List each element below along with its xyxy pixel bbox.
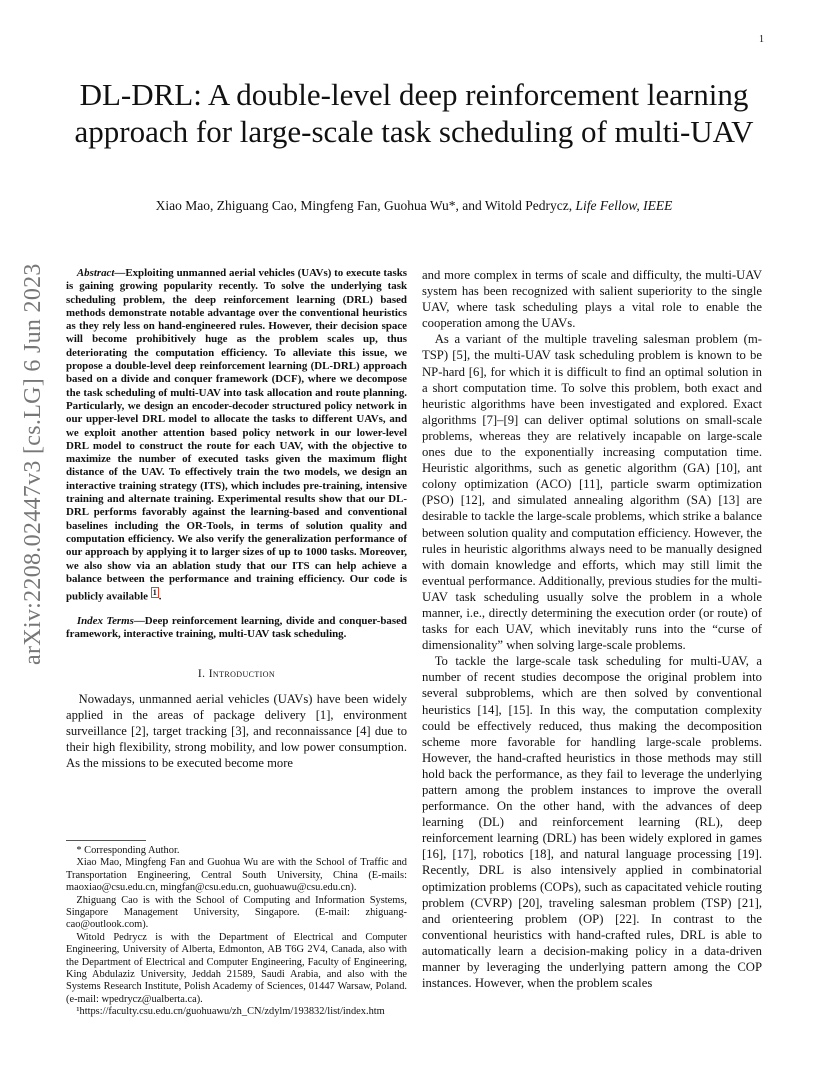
section-heading <box>66 666 407 682</box>
abstract-text: —Exploiting unmanned aerial vehicles (UAVs) to execute tasks is gaining growing popularity recently. To solve the underlying task scheduling problem, the deep reinforcement learning (DRL) based methods demonstrate notable advantage over the conventional heuristics as they rely less on hand-engineered rules. However, their decision space will become prohibitively huge as the problem scales up, thus deteriorating the computation efficiency. To alleviate this issue, we propose a double-level deep reinforcement learning (DL-DRL) approach based on a divide and conquer framework (DCF), where we decompose the task scheduling of multi-UAV into task allocation and route planning. Particularly, we design an encoder-decoder structured policy network in our upper-level DRL model to allocate the tasks to different UAVs, and we exploit another attention based policy network in our lower-level DRL model to construct the route for each UAV, with the objective to maximize the number of executed tasks given the maximum flight distance of the UAV. To effectively train the two models, we design an interactive training strategy (ITS), which includes pre-training, intensive training and alternate training. Experimental results show that our DL-DRL performs favorably against the learning-based and conventional baselines including the OR-Tools, in terms of solution quality and computation efficiency. We also verify the generalization performance of our approach by applying it to larger sizes of up to 1000 tasks. Moreover, we also show via an ablation study that our ITS can help achieve a balance between the performance and training efficiency. Our code is publicly available <box>66 267 407 603</box>
footnote: Xiao Mao, Mingfeng Fan and Guohua Wu are with the School of Traffic and Transportation Engineering, Central South University, China (E-mails: maoxiao@csu.edu.cn, mingfan@csu.edu.cn, guohuawu@csu.edu.cn). <box>66 857 407 894</box>
footnote: * Corresponding Author. <box>76 845 180 856</box>
body-paragraph: To tackle the large-scale task scheduling for multi-UAV, a number of recent studies decompose the original problem into several subproblems, which are then solved by conventional heuristics [14], [15]. In this way, the computation complexity could be effectively reduced, thus making the decomposition scheme more favorable for handling large-scale problems. However, the hand-crafted heuristics in those methods may still hold back the performance, as they fail to leverage the underlying pattern among the problem instances to improve the overall performance. On the other hand, with the advances of deep learning (DL) and reinforcement learning (RL), deep reinforcement learning (DRL) has been widely explored in games [16], [17], robotics [18], and natural language processing [19]. Recently, DRL is also intensively applied in combinatorial optimization problems (COPs), such as capacitated vehicle routing problem (CVRP) [20], traveling salesman problem (TSP) [21], and orienteering problem (OP) [22]. In contrast to the conventional heuristics with hand-crafted rules, DRL is able to automatically learn a decision-making policy in a data-driven manner by leveraging the underlying pattern among the COP instances. However, when the problem scales <box>422 654 762 991</box>
author-fellow: Life Fellow, IEEE <box>575 198 673 213</box>
section-title: Introduction <box>208 667 276 680</box>
footnote-rule <box>66 840 146 841</box>
paper-title: DL-DRL: A double-level deep reinforcement learning approach for large-scale task scheduling of multi-UAV <box>74 77 754 149</box>
footnote-link[interactable]: 1 <box>152 588 157 598</box>
index-terms-text: —Deep reinforcement learning, divide and conquer-based framework, interactive training, multi-UAV task scheduling. <box>66 615 407 641</box>
footnotes <box>66 840 407 1019</box>
body-paragraph: and more complex in terms of scale and difficulty, the multi-UAV system has been recognized with salient superiority to the single UAV, where task scheduling plays a vital role to enable the cooperation among the UAVs. <box>422 268 762 331</box>
abstract-label: Abstract <box>76 267 115 279</box>
section-number: I. <box>197 667 206 680</box>
footnote: Zhiguang Cao is with the School of Computing and Information Systems, Singapore Management University, Singapore. (E-mail: zhiguang-cao@outlook.com). <box>66 894 407 931</box>
footnote-url[interactable]: ¹https://faculty.csu.edu.cn/guohuawu/zh_CN/zdylm/193832/list/index.htm <box>76 1006 385 1018</box>
abstract: Abstract—Exploiting unmanned aerial vehicles (UAVs) to execute tasks is gaining growing popularity recently. To solve the underlying task scheduling problem, the deep reinforcement learning (DRL) based methods demonstrate notable advantage over the conventional heuristics as they rely less on hand-engineered rules. However, their decision space will become prohibitively huge as the problem scales up, thus deteriorating the computation efficiency. To alleviate this issue, we propose a double-level deep reinforcement learning (DL-DRL) approach based on a divide and conquer framework (DCF), where we decompose the task scheduling of multi-UAV into task allocation and route planning. Particularly, we design an encoder-decoder structured policy network in our upper-level DRL model to allocate the tasks to different UAVs, and we exploit another attention based policy network in our lower-level DRL model to construct the route for each UAV, with the objective to maximize the number of executed tasks given the maximum flight distance of the UAV. To effectively train the two models, we design an interactive training strategy (ITS), which includes pre-training, intensive training and alternate training. Experimental results show that our DL-DRL performs favorably against the learning-based and conventional baselines including the OR-Tools, in terms of solution quality and computation efficiency. We also verify the generalization performance of our approach by applying it to larger sizes of up to 1000 tasks. Moreover, we also show via an ablation study that our ITS can help achieve a balance between the performance and training efficiency. Our code is publicly available $^1$ . <box>66 267 407 603</box>
footnote: Witold Pedrycz is with the Department of Electrical and Computer Engineering, University of Alberta, Edmonton, AB T6G 2V4, Canada, also with the Department of Electrical and Computer Engineering, Faculty of Engineering, King Abdulaziz University, Jeddah 21589, Saudi Arabia, and also with the Systems Research Institute, Polish Academy of Sciences, 01447 Warsaw, Poland. (e-mail: wpedrycz@ualberta.ca). <box>66 931 407 1005</box>
arxiv-stamp: arXiv:2208.02447v3 [cs.LG] 6 Jun 2023 <box>20 263 46 665</box>
author-names: Xiao Mao, Zhiguang Cao, Mingfeng Fan, Guohua Wu*, and Witold Pedrycz, <box>155 198 573 213</box>
index-terms <box>66 615 407 642</box>
index-terms-label: Index Terms <box>76 615 134 628</box>
intro-paragraph: Nowadays, unmanned aerial vehicles (UAVs) have been widely applied in the areas of package delivery [1], environment surveillance [2], target tracking [3], and reconnaissance [4] due to their high flexibility, strong mobility, and low power consumption. As the missions to be executed become more <box>66 691 407 771</box>
author-list <box>60 198 768 214</box>
page-number: 1 <box>759 34 764 45</box>
body-paragraph: As a variant of the multiple traveling salesman problem (m-TSP) [5], the multi-UAV task scheduling problem is known to be NP-hard [6], for which it is difficult to find an optimal solution in a short computation time. To solve this problem, both exact and heuristic algorithms have been investigated and explored. Exact algorithms [7]–[9] can deliver optimal solutions on small-scale problems, whereas they are relatively incapable on large-scale ones due to the exponentially increasing computation time. Heuristic algorithms, such as genetic algorithm (GA) [10], ant colony optimization (ACO) [11], particle swarm optimization (PSO) [12], and simulated annealing algorithm (SA) [13] are desirable to tackle the large-scale problems, which strike a balance between solution quality and computation efficiency. However, the rules in heuristic algorithms always need to be manually designed with domain knowledge and efforts, which may still limit the eventual performance. Additionally, previous studies for the multi-UAV task scheduling usually solve the problem in a whole manner, i.e., directly determining the execution order (or route) of tasks for each UAV, which inevitably runs into the “curse of dimensionality” when solving large-scale problems. <box>422 332 762 653</box>
left-column <box>66 267 407 771</box>
right-column <box>422 267 762 991</box>
